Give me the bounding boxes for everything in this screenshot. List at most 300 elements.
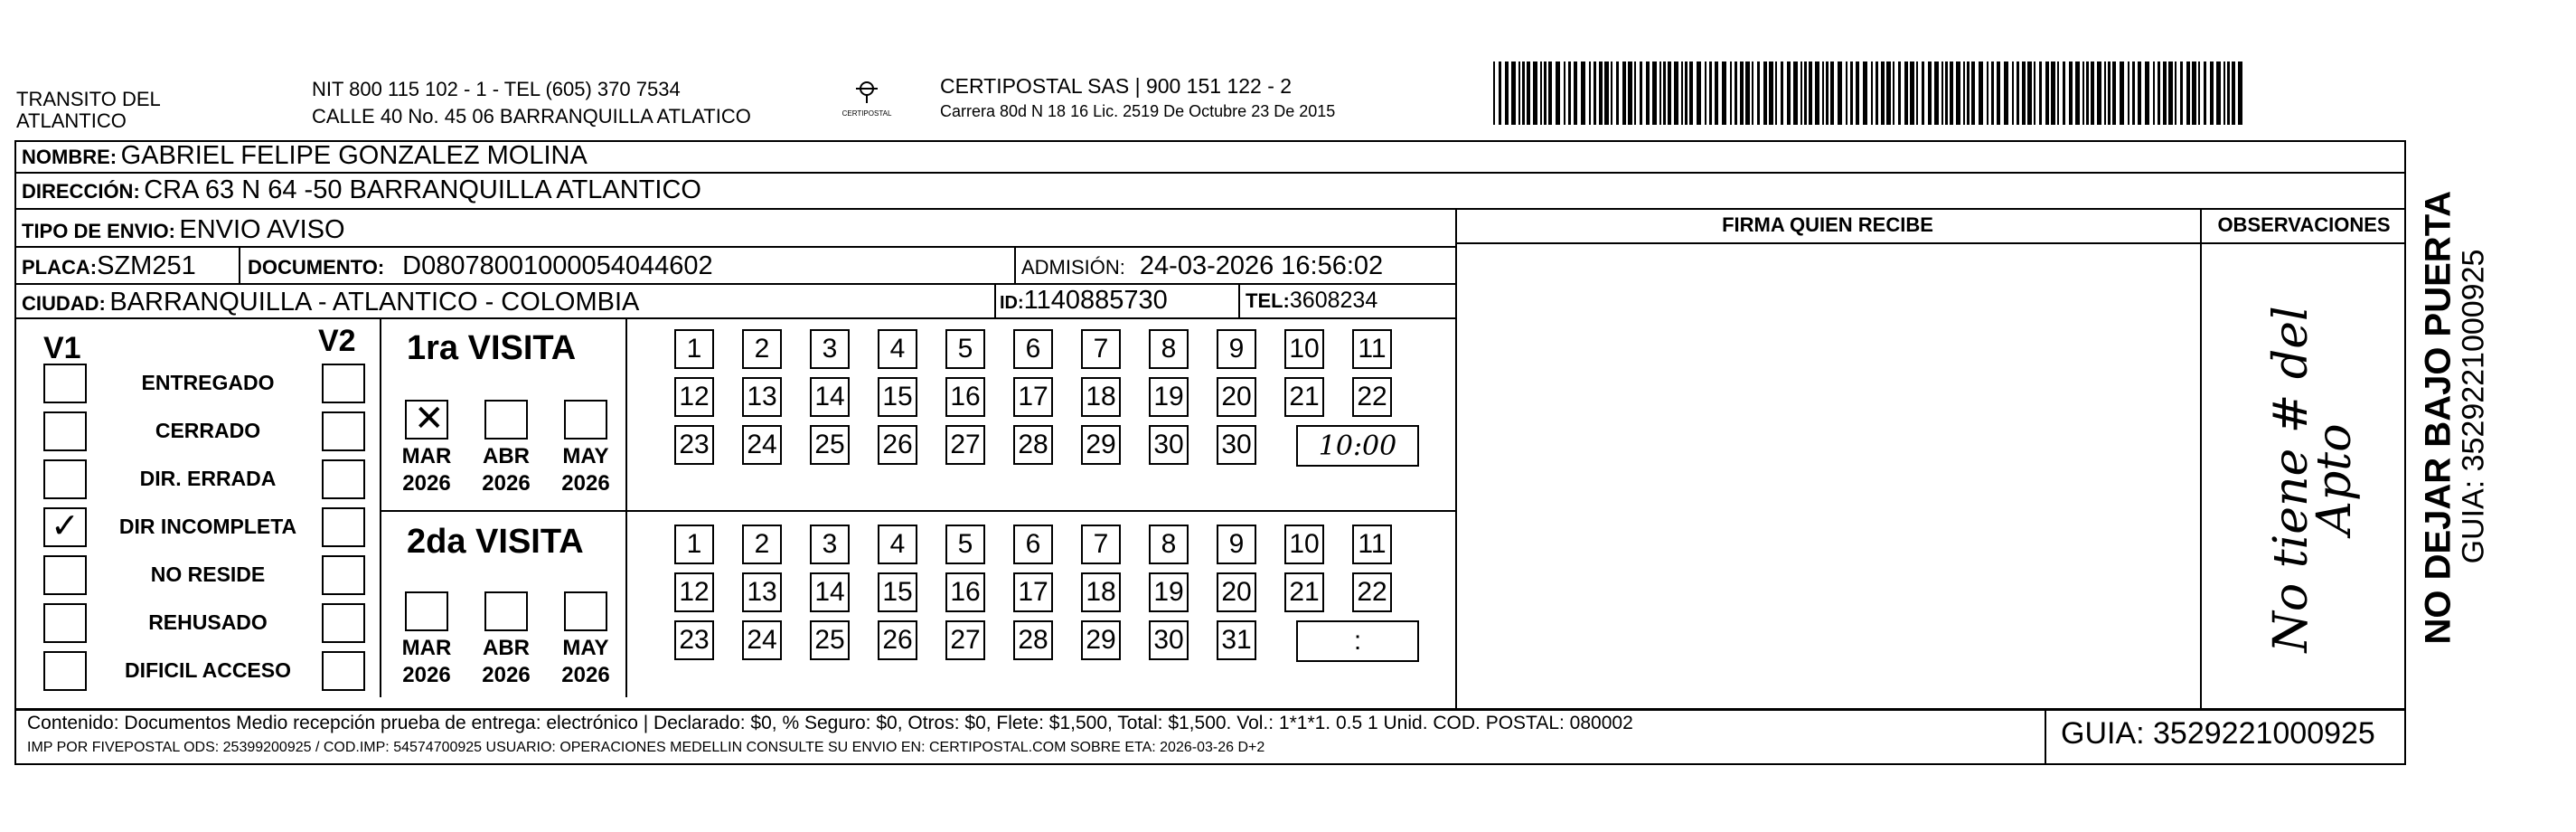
v2-label: V2	[318, 324, 356, 358]
visita2-time-field[interactable]: :	[1296, 620, 1419, 662]
barcode-bar	[1681, 61, 1683, 125]
visita1-day-cell[interactable]: 6	[1013, 329, 1053, 369]
certipostal-logo-text: CERTIPOSTAL	[841, 109, 892, 118]
month-year: 2026	[482, 663, 531, 687]
footer-contenido: Contenido: Documentos Medio recepción prueba de entrega: electrónico | Declarado: $0, % Seguro: $0, Otros: $0, Flete: $1,500, Total: $1,500. Vol.: 1*1*1. 0.5 1 Unid. COD. POSTAL: 080002	[27, 713, 1633, 733]
barcode-bar	[1548, 61, 1552, 125]
visita1-day-cell[interactable]: 30	[1217, 425, 1256, 465]
barcode-bar	[2128, 61, 2129, 125]
barcode-bar	[1850, 61, 1853, 125]
month-check-mark: ✕	[414, 398, 445, 440]
row-divider	[14, 317, 1455, 319]
nombre-row	[22, 141, 588, 171]
barcode-bar	[2158, 61, 2160, 125]
issuer-details	[312, 76, 751, 130]
barcode-bar	[1886, 61, 1891, 125]
barcode-bar	[1800, 61, 1802, 125]
barcode-bar	[1640, 61, 1642, 125]
visita2-day-cell[interactable]: 3	[810, 525, 850, 564]
courier-name: CERTIPOSTAL SAS | 900 151 122 - 2	[940, 74, 1293, 98]
visita1-day-cell[interactable]: 9	[1217, 329, 1256, 369]
barcode-bar	[2138, 61, 2141, 125]
barcode-bar	[1997, 61, 2000, 125]
placa-cell	[22, 251, 196, 281]
documento-value: D08078001000054044602	[402, 251, 713, 280]
placa-value: SZM251	[97, 251, 196, 280]
footer-impresion: IMP POR FIVEPOSTAL ODS: 25399200925 / COD.IMP: 54574700925 USUARIO: OPERACIONES MEDELLIN CONSULTE SU ENVIO EN: CERTIPOSTAL.COM SOBRE ETA: 2026-03-26 D+2	[27, 740, 1265, 755]
barcode-bar	[1599, 61, 1603, 125]
barcode-bar	[1826, 61, 1829, 125]
barcode-bar	[1722, 61, 1726, 125]
barcode-bar	[1881, 61, 1885, 125]
nombre-value: GABRIEL FELIPE GONZALEZ MOLINA	[120, 141, 588, 170]
visita2-day-cell[interactable]: 1	[674, 525, 714, 564]
status-label: REHUSADO	[148, 610, 268, 634]
visita2-day-cell[interactable]: 26	[878, 620, 917, 660]
v1-checkbox[interactable]	[43, 555, 87, 595]
barcode-bar	[1991, 61, 1994, 125]
admision-value: 24-03-2026 16:56:02	[1139, 251, 1384, 280]
visita1-day-cell[interactable]: 17	[1013, 377, 1053, 417]
visita1-day-cell[interactable]: 25	[810, 425, 850, 465]
barcode-bar	[2022, 61, 2026, 125]
visita1-day-cell[interactable]: 13	[742, 377, 782, 417]
barcode-bar	[2057, 61, 2059, 125]
barcode-bar	[1740, 61, 1744, 125]
barcode-bar	[2097, 61, 2101, 125]
barcode-bar	[1941, 61, 1943, 125]
tel-cell	[1246, 288, 1377, 314]
barcode-bar	[2223, 61, 2225, 125]
ciudad-cell	[22, 288, 639, 317]
barcode-bar	[1910, 61, 1914, 125]
status-label: DIFICIL ACCESO	[124, 658, 291, 682]
barcode-bar	[2045, 61, 2049, 125]
admision-label: ADMISIÓN:	[1021, 256, 1125, 279]
col-divider	[1238, 283, 1240, 317]
barcode-bar	[1646, 61, 1650, 125]
barcode-bar	[1757, 61, 1760, 125]
month-name: ABR	[483, 636, 530, 660]
barcode-bar	[2120, 61, 2124, 125]
barcode-bar	[1934, 61, 1939, 125]
barcode-bar	[2112, 61, 2116, 125]
month-label	[559, 443, 613, 497]
barcode-bar	[1705, 61, 1706, 125]
visita1-day-cell[interactable]: 18	[1081, 377, 1121, 417]
month-name: MAY	[562, 636, 609, 660]
barcode-image	[1493, 61, 2243, 125]
barcode-bar	[1556, 61, 1560, 125]
barcode-bar	[1674, 61, 1678, 125]
barcode-bar	[2163, 61, 2167, 125]
barcode-bar	[2108, 61, 2111, 125]
footer-guia: GUIA: 3529221000925	[2061, 716, 2375, 751]
barcode-bar	[1922, 61, 1924, 125]
barcode-bar	[1945, 61, 1948, 125]
barcode-bar	[1564, 61, 1565, 125]
issuer-address: CALLE 40 No. 45 06 BARRANQUILLA ATLATICO	[312, 105, 751, 128]
barcode-bar	[1752, 61, 1753, 125]
barcode-bar	[1967, 61, 1970, 125]
visita1-day-cell[interactable]: 20	[1217, 377, 1256, 417]
firma-left-border	[1455, 208, 1457, 710]
barcode-bar	[1581, 61, 1585, 125]
visita-col-divider	[625, 317, 627, 697]
barcode-bar	[1781, 61, 1783, 125]
barcode-bar	[2204, 61, 2206, 125]
visita2-day-cell[interactable]: 24	[742, 620, 782, 660]
barcode-bar	[1846, 61, 1847, 125]
barcode-bar	[1956, 61, 1960, 125]
visita2-day-cell[interactable]: 31	[1217, 620, 1256, 660]
visita1-day-cell[interactable]: 23	[674, 425, 714, 465]
v2-checkbox[interactable]	[322, 459, 365, 499]
month-label	[400, 635, 454, 689]
tipo-envio-row	[22, 215, 345, 245]
visita2-day-cell[interactable]: 21	[1284, 572, 1324, 612]
month-name: MAR	[401, 636, 452, 660]
visita2-day-cell[interactable]: 18	[1081, 572, 1121, 612]
barcode-bar	[1604, 61, 1609, 125]
visita1-day-cell[interactable]: 1	[674, 329, 714, 369]
v1-checkbox[interactable]	[43, 411, 87, 451]
barcode-bar	[1493, 61, 1495, 125]
barcode-bar	[1809, 61, 1812, 125]
visita1-day-cell[interactable]: 2	[742, 329, 782, 369]
barcode-bar	[1822, 61, 1824, 125]
barcode-bar	[2238, 61, 2242, 125]
handwritten-note-line2: Apto	[2308, 423, 2362, 535]
visita2-day-cell[interactable]: 27	[945, 620, 985, 660]
visita2-day-cell[interactable]: 15	[878, 572, 917, 612]
courier-license: Carrera 80d N 18 16 Lic. 2519 De Octubre 23 De 2015	[940, 102, 1336, 120]
barcode-bar	[1871, 61, 1873, 125]
barcode-bar	[1769, 61, 1773, 125]
tel-label: TEL:	[1246, 289, 1290, 312]
visita1-day-cell[interactable]: 30	[1149, 425, 1189, 465]
id-value: 1140885730	[1023, 286, 1168, 315]
visita1-title: 1ra VISITA	[407, 329, 577, 367]
ciudad-label: CIUDAD:	[22, 292, 106, 315]
barcode-bar	[2082, 61, 2084, 125]
visita2-day-cell[interactable]: 20	[1217, 572, 1256, 612]
barcode-bar	[1663, 61, 1666, 125]
visita1-day-cell[interactable]: 7	[1081, 329, 1121, 369]
barcode-bar	[1518, 61, 1520, 125]
visita2-day-cell[interactable]: 12	[674, 572, 714, 612]
barcode-bar	[2039, 61, 2042, 125]
visita1-day-cell[interactable]: 28	[1013, 425, 1053, 465]
nombre-label: NOMBRE:	[22, 146, 118, 168]
visita1-day-cell[interactable]: 14	[810, 377, 850, 417]
visita2-day-cell[interactable]: 25	[810, 620, 850, 660]
v1-checkbox[interactable]	[43, 603, 87, 643]
visita2-day-cell[interactable]: 6	[1013, 525, 1053, 564]
barcode-bar	[1709, 61, 1712, 125]
ciudad-value: BARRANQUILLA - ATLANTICO - COLOMBIA	[109, 288, 640, 317]
barcode-bar	[1594, 61, 1596, 125]
placa-label: PLACA:	[22, 256, 98, 279]
v1-checkbox[interactable]	[43, 507, 87, 547]
courier-details	[940, 72, 1335, 123]
month-year: 2026	[482, 471, 531, 496]
observaciones-header: OBSERVACIONES	[2217, 213, 2391, 236]
barcode-bar	[2091, 61, 2094, 125]
barcode-bar	[1928, 61, 1932, 125]
barcode-bar	[1745, 61, 1750, 125]
visita1-day-cell[interactable]: 19	[1149, 377, 1189, 417]
col-divider	[239, 246, 240, 283]
month-label	[479, 443, 533, 497]
status-label: DIR INCOMPLETA	[118, 515, 297, 538]
visita2-title: 2da VISITA	[407, 523, 584, 561]
visita2-day-cell[interactable]: 16	[945, 572, 985, 612]
row-divider	[14, 246, 1455, 248]
issuer-name-line2: ATLANTICO	[16, 109, 127, 132]
barcode-bar	[2227, 61, 2230, 125]
barcode-bar	[1634, 61, 1636, 125]
id-cell	[1000, 286, 1168, 316]
barcode-bar	[1876, 61, 1878, 125]
visita2-month-checkbox[interactable]	[484, 591, 528, 631]
visita2-day-cell[interactable]: 10	[1284, 525, 1324, 564]
barcode-bar	[2069, 61, 2073, 125]
visita1-day-cell[interactable]: 3	[810, 329, 850, 369]
status-col-divider	[380, 317, 381, 697]
barcode-bar	[1963, 61, 1965, 125]
barcode-bar	[1659, 61, 1661, 125]
barcode-bar	[1499, 61, 1501, 125]
side-guia: GUIA: 3529221000925	[2456, 249, 2491, 564]
barcode-bar	[1863, 61, 1867, 125]
visita2-month-checkbox[interactable]	[564, 591, 607, 631]
barcode-bar	[1793, 61, 1798, 125]
barcode-bar	[2216, 61, 2221, 125]
barcode-bar	[1787, 61, 1791, 125]
v1-checkbox[interactable]	[43, 651, 87, 691]
footer-col-divider	[2045, 709, 2046, 765]
col-divider	[1014, 246, 1016, 283]
month-name: ABR	[483, 444, 530, 468]
month-label	[400, 443, 454, 497]
barcode-bar	[1527, 61, 1530, 125]
barcode-bar	[2051, 61, 2055, 125]
visita1-month-checkbox[interactable]	[564, 400, 607, 440]
status-label: DIR. ERRADA	[139, 467, 277, 490]
barcode-bar	[1689, 61, 1693, 125]
visita2-day-cell[interactable]: 11	[1352, 525, 1392, 564]
month-year: 2026	[402, 663, 451, 687]
visita1-day-cell[interactable]: 21	[1284, 377, 1324, 417]
barcode-bar	[1533, 61, 1537, 125]
direccion-value: CRA 63 N 64 -50 BARRANQUILLA ATLANTICO	[144, 175, 701, 204]
barcode-bar	[2063, 61, 2065, 125]
barcode-bar	[1904, 61, 1908, 125]
barcode	[1493, 61, 2243, 125]
col-divider	[994, 283, 996, 317]
barcode-bar	[1511, 61, 1516, 125]
visita2-day-cell[interactable]: 19	[1149, 572, 1189, 612]
v2-checkbox[interactable]	[322, 651, 365, 691]
visita2-day-cell[interactable]: 4	[878, 525, 917, 564]
barcode-bar	[2186, 61, 2190, 125]
barcode-bar	[1685, 61, 1688, 125]
tipo-envio-label: TIPO DE ENVIO:	[22, 220, 175, 242]
v1-checkbox[interactable]	[43, 459, 87, 499]
month-year: 2026	[561, 471, 610, 496]
barcode-bar	[1540, 61, 1542, 125]
v2-checkbox[interactable]	[322, 507, 365, 547]
barcode-bar	[1775, 61, 1777, 125]
v2-checkbox[interactable]	[322, 555, 365, 595]
barcode-bar	[2017, 61, 2019, 125]
barcode-bar	[2145, 61, 2149, 125]
month-year: 2026	[402, 471, 451, 496]
barcode-bar	[2004, 61, 2008, 125]
visita1-day-cell[interactable]: 11	[1352, 329, 1392, 369]
barcode-bar	[2232, 61, 2235, 125]
issuer-nit: NIT 800 115 102 - 1 - TEL (605) 370 7534	[312, 78, 681, 100]
barcode-bar	[1979, 61, 1983, 125]
visita2-day-cell[interactable]: 29	[1081, 620, 1121, 660]
barcode-bar	[1830, 61, 1834, 125]
visita2-day-cell[interactable]: 13	[742, 572, 782, 612]
barcode-bar	[2210, 61, 2214, 125]
visita1-day-cell[interactable]: 22	[1352, 377, 1392, 417]
visita2-day-cell[interactable]: 2	[742, 525, 782, 564]
firma-header: FIRMA QUIEN RECIBE	[1722, 213, 1933, 236]
barcode-bar	[2034, 61, 2035, 125]
barcode-bar	[2180, 61, 2183, 125]
barcode-bar	[1893, 61, 1894, 125]
visita2-day-cell[interactable]: 7	[1081, 525, 1121, 564]
barcode-bar	[2075, 61, 2080, 125]
side-warning: NO DEJAR BAJO PUERTA	[2418, 190, 2458, 645]
barcode-bar	[1628, 61, 1632, 125]
visita1-day-cell[interactable]: 24	[742, 425, 782, 465]
barcode-bar	[1668, 61, 1671, 125]
v1-checkbox[interactable]	[43, 364, 87, 403]
handwritten-note-line1: No tiene # del	[2264, 306, 2318, 653]
barcode-bar	[2175, 61, 2176, 125]
v1-check-mark: ✓	[51, 506, 80, 545]
visita1-day-cell[interactable]: 26	[878, 425, 917, 465]
documento-label: DOCUMENTO:	[248, 256, 385, 279]
v2-checkbox[interactable]	[322, 411, 365, 451]
barcode-bar	[1697, 61, 1701, 125]
barcode-bar	[1715, 61, 1718, 125]
direccion-label: DIRECCIÓN:	[22, 180, 140, 203]
visita2-day-cell[interactable]: 8	[1149, 525, 1189, 564]
barcode-bar	[1622, 61, 1626, 125]
barcode-bar	[1916, 61, 1918, 125]
barcode-bar	[1971, 61, 1975, 125]
visita1-day-cell[interactable]: 4	[878, 329, 917, 369]
visita2-day-cell[interactable]: 28	[1013, 620, 1053, 660]
visita-divider	[380, 510, 1455, 512]
barcode-bar	[1730, 61, 1732, 125]
barcode-bar	[1838, 61, 1842, 125]
visita1-day-cell[interactable]: 5	[945, 329, 985, 369]
barcode-bar	[2153, 61, 2155, 125]
tel-value: 3608234	[1289, 288, 1378, 313]
barcode-bar	[1611, 61, 1612, 125]
barcode-bar	[2198, 61, 2200, 125]
month-label	[559, 635, 613, 689]
barcode-bar	[2168, 61, 2173, 125]
visita1-day-cell[interactable]: 8	[1149, 329, 1189, 369]
barcode-bar	[1987, 61, 1988, 125]
visita2-day-cell[interactable]: 17	[1013, 572, 1053, 612]
certipostal-logo	[835, 78, 898, 118]
documento-cell	[248, 251, 713, 281]
barcode-bar	[1652, 61, 1657, 125]
barcode-bar	[1856, 61, 1859, 125]
visita1-day-cell[interactable]: 12	[674, 377, 714, 417]
visita2-day-cell[interactable]: 30	[1149, 620, 1189, 660]
v2-checkbox[interactable]	[322, 603, 365, 643]
barcode-bar	[1544, 61, 1547, 125]
obs-left-border	[2200, 208, 2202, 710]
visita2-day-cell[interactable]: 22	[1352, 572, 1392, 612]
barcode-bar	[2192, 61, 2196, 125]
barcode-bar	[1898, 61, 1901, 125]
row-divider	[14, 208, 2406, 210]
month-year: 2026	[561, 663, 610, 687]
barcode-bar	[1815, 61, 1819, 125]
visita2-day-cell[interactable]: 9	[1217, 525, 1256, 564]
row-divider	[14, 172, 2406, 174]
barcode-bar	[2086, 61, 2089, 125]
visita1-day-cell[interactable]: 15	[878, 377, 917, 417]
admision-cell	[1021, 251, 1383, 281]
visita1-day-cell[interactable]: 29	[1081, 425, 1121, 465]
status-label: ENTREGADO	[141, 371, 275, 394]
barcode-bar	[1735, 61, 1737, 125]
barcode-bar	[1568, 61, 1571, 125]
visita2-month-checkbox[interactable]	[405, 591, 448, 631]
visita2-day-cell[interactable]: 23	[674, 620, 714, 660]
visita2-day-cell[interactable]: 5	[945, 525, 985, 564]
barcode-bar	[1763, 61, 1767, 125]
visita1-day-cell[interactable]: 16	[945, 377, 985, 417]
visita1-month-checkbox[interactable]	[405, 400, 448, 440]
visita2-day-cell[interactable]: 14	[810, 572, 850, 612]
visita1-day-cell[interactable]: 10	[1284, 329, 1324, 369]
barcode-bar	[2104, 61, 2106, 125]
barcode-bar	[1616, 61, 1619, 125]
barcode-bar	[2027, 61, 2032, 125]
visita1-time-field[interactable]: 10:00	[1296, 425, 1419, 467]
month-label	[479, 635, 533, 689]
direccion-row	[22, 175, 701, 205]
v2-checkbox[interactable]	[322, 364, 365, 403]
visita1-day-cell[interactable]: 27	[945, 425, 985, 465]
v1-label: V1	[43, 331, 81, 365]
barcode-bar	[1589, 61, 1591, 125]
certipostal-logo-icon	[849, 78, 885, 105]
month-name: MAR	[401, 444, 452, 468]
id-label: ID:	[1000, 293, 1024, 313]
barcode-bar	[1574, 61, 1577, 125]
tipo-envio-value: ENVIO AVISO	[179, 215, 345, 244]
barcode-bar	[1950, 61, 1953, 125]
barcode-bar	[1505, 61, 1509, 125]
visita1-month-checkbox[interactable]	[484, 400, 528, 440]
status-label: CERRADO	[155, 419, 261, 442]
header-divider	[1455, 242, 2406, 244]
